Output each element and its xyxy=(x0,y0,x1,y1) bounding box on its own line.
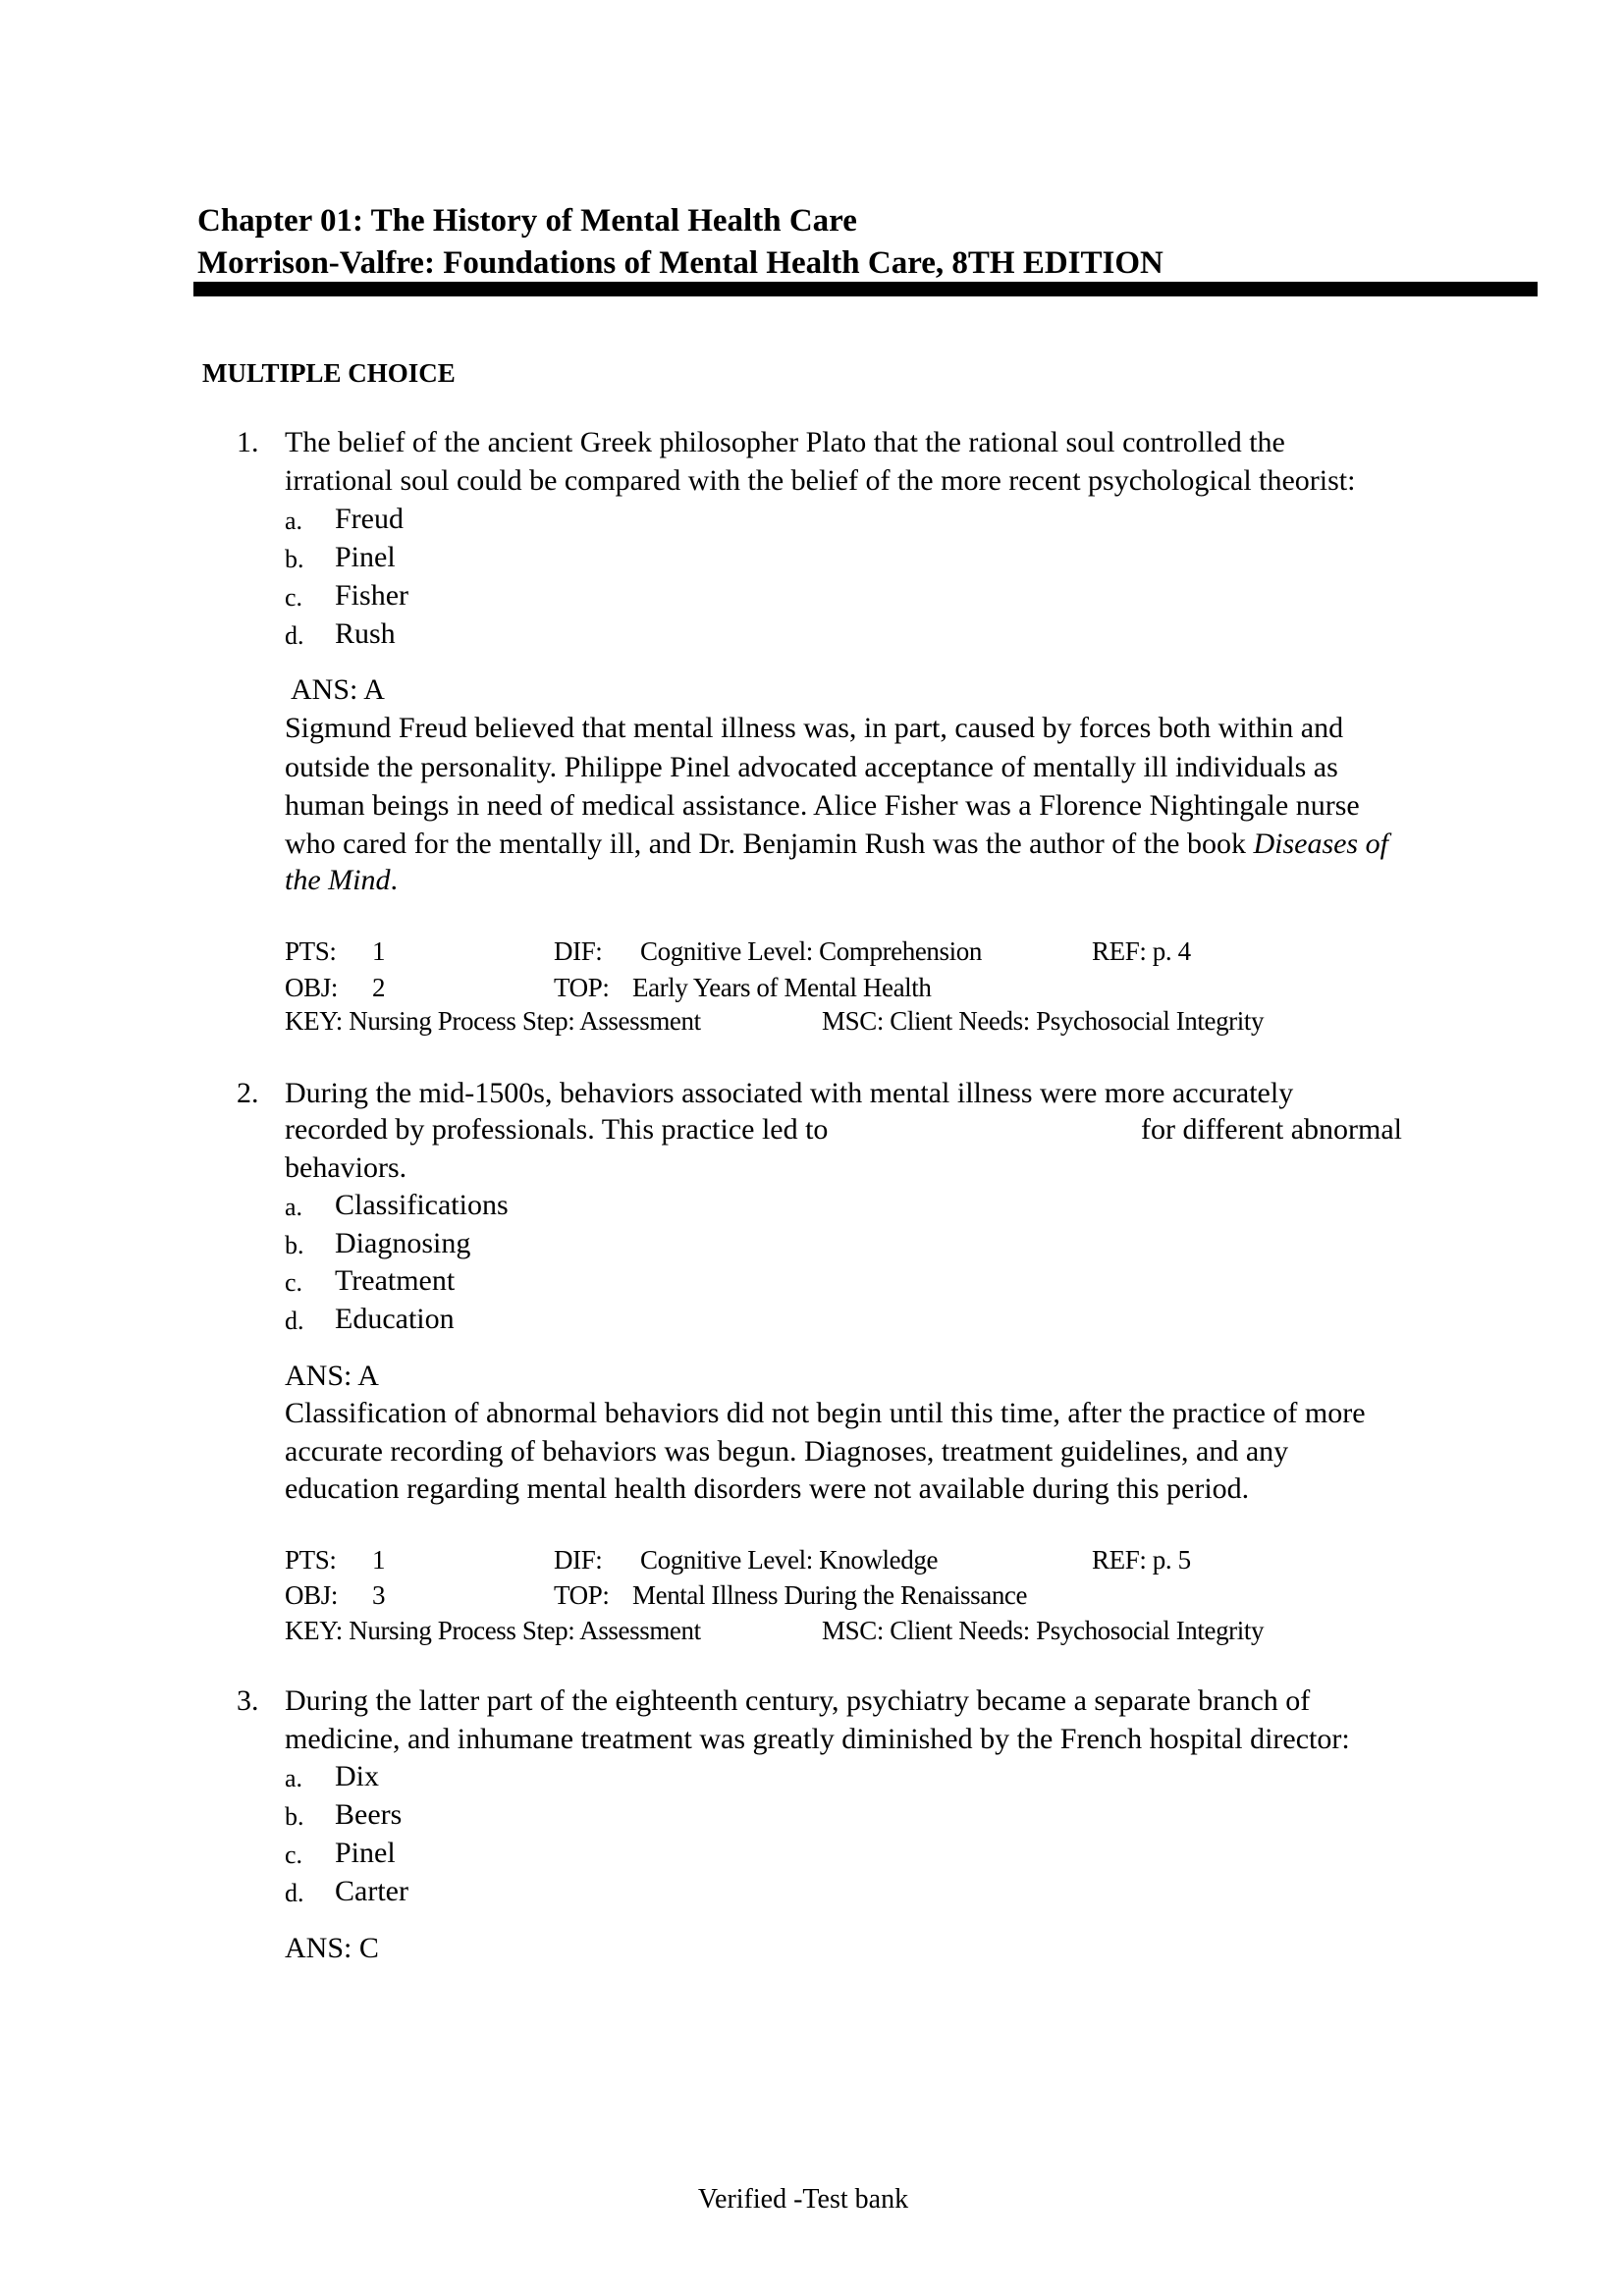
rationale-text: . xyxy=(390,864,398,896)
obj-label: OBJ: xyxy=(285,1580,338,1610)
obj-value: 2 xyxy=(372,973,386,1002)
question-number: 3. xyxy=(237,1684,259,1717)
chapter-title: Chapter 01: The History of Mental Health Care xyxy=(197,203,857,239)
dif-label: DIF: xyxy=(554,1545,603,1575)
option-text: Rush xyxy=(335,617,396,650)
question-number: 1. xyxy=(237,426,259,458)
dif-value: Cognitive Level: Knowledge xyxy=(640,1545,939,1575)
option-text: Pinel xyxy=(335,1837,396,1869)
rationale-italic-text: the Mind xyxy=(285,864,391,896)
rationale-line xyxy=(285,861,398,900)
question-stem-line: medicine, and inhumane treatment was greatly diminished by the French hospital director: xyxy=(285,1723,1350,1755)
top-value: Early Years of Mental Health xyxy=(632,973,932,1002)
rationale-text: Classification of abnormal behaviors did not begin until this time, after the practice of more xyxy=(285,1397,1366,1429)
option-text: Beers xyxy=(335,1798,403,1831)
rationale-text: human beings in need of medical assistance. Alice Fisher was a Florence Nightingale nurse xyxy=(285,789,1360,822)
option-letter: d. xyxy=(285,1307,304,1335)
option-letter: b. xyxy=(285,1231,304,1259)
rationale-line xyxy=(285,1469,1249,1509)
option-text: Pinel xyxy=(335,541,396,573)
rationale-text: outside the personality. Philippe Pinel advocated acceptance of mentally ill individuals as xyxy=(285,751,1338,783)
msc-value: MSC: Client Needs: Psychosocial Integrity xyxy=(822,1616,1265,1645)
rationale-line xyxy=(285,1394,1366,1433)
option-text: Fisher xyxy=(335,579,408,612)
answer-key: ANS: A xyxy=(291,673,385,706)
pts-label: PTS: xyxy=(285,936,337,966)
book-title: Morrison-Valfre: Foundations of Mental Health Care, 8TH EDITION xyxy=(197,245,1163,281)
question-stem-line: recorded by professionals. This practice led to xyxy=(285,1113,829,1146)
answer-key: ANS: A xyxy=(285,1360,379,1392)
option-text: Dix xyxy=(335,1760,379,1792)
option-letter: a. xyxy=(285,507,303,535)
option-text: Education xyxy=(335,1303,455,1335)
ref-value: REF: p. 5 xyxy=(1092,1545,1191,1575)
footer: Verified -Test bank xyxy=(697,2184,909,2215)
question-stem-line: irrational soul could be compared with the belief of the more recent psychological theorist: xyxy=(285,464,1356,497)
rationale-line xyxy=(285,1432,1288,1471)
rationale-text: accurate recording of behaviors was begun. Diagnoses, treatment guidelines, and any xyxy=(285,1435,1289,1468)
question-stem-line: The belief of the ancient Greek philosopher Plato that the rational soul controlled the xyxy=(285,426,1285,458)
rationale-text: education regarding mental health disorders were not available during this period. xyxy=(285,1472,1250,1505)
answer-key: ANS: C xyxy=(285,1932,379,1964)
question-stem-after-blank: for different abnormal xyxy=(1141,1113,1403,1146)
rationale-italic-text: Diseases of xyxy=(1253,828,1388,860)
pts-label: PTS: xyxy=(285,1545,337,1575)
option-letter: b. xyxy=(285,545,304,573)
rationale-line xyxy=(285,748,1338,787)
option-letter: a. xyxy=(285,1764,303,1792)
dif-value: Cognitive Level: Comprehension xyxy=(640,936,982,966)
top-value: Mental Illness During the Renaissance xyxy=(632,1580,1028,1610)
key-value: KEY: Nursing Process Step: Assessment xyxy=(285,1616,701,1645)
option-letter: d. xyxy=(285,1879,304,1907)
obj-label: OBJ: xyxy=(285,973,338,1002)
option-text: Carter xyxy=(335,1875,408,1907)
option-letter: c. xyxy=(285,1268,303,1297)
rationale-text: who cared for the mentally ill, and Dr. Benjamin Rush was the author of the book xyxy=(285,828,1254,860)
top-label: TOP: xyxy=(554,973,610,1002)
option-letter: d. xyxy=(285,621,304,650)
option-text: Classifications xyxy=(335,1189,509,1221)
option-letter: b. xyxy=(285,1802,304,1831)
rationale-text: Sigmund Freud believed that mental illness was, in part, caused by forces both within and xyxy=(285,712,1344,744)
option-text: Treatment xyxy=(335,1264,456,1297)
option-text: Freud xyxy=(335,503,404,535)
section-title: MULTIPLE CHOICE xyxy=(202,358,456,388)
dif-label: DIF: xyxy=(554,936,603,966)
option-text: Diagnosing xyxy=(335,1227,471,1259)
rationale-line xyxy=(285,709,1343,748)
question-stem-line: behaviors. xyxy=(285,1151,407,1184)
option-letter: c. xyxy=(285,1841,303,1869)
rationale-line xyxy=(285,825,1388,864)
key-value: KEY: Nursing Process Step: Assessment xyxy=(285,1006,701,1036)
header-divider xyxy=(193,282,1538,296)
option-letter: c. xyxy=(285,583,303,612)
question-stem-line: During the mid-1500s, behaviors associated with mental illness were more accurately xyxy=(285,1077,1294,1109)
question-stem-line: During the latter part of the eighteenth century, psychiatry became a separate branch of xyxy=(285,1684,1311,1717)
pts-value: 1 xyxy=(372,936,386,966)
msc-value: MSC: Client Needs: Psychosocial Integrity xyxy=(822,1006,1265,1036)
pts-value: 1 xyxy=(372,1545,386,1575)
top-label: TOP: xyxy=(554,1580,610,1610)
option-letter: a. xyxy=(285,1193,303,1221)
question-number: 2. xyxy=(237,1077,259,1109)
obj-value: 3 xyxy=(372,1580,386,1610)
rationale-line xyxy=(285,786,1360,826)
ref-value: REF: p. 4 xyxy=(1092,936,1191,966)
